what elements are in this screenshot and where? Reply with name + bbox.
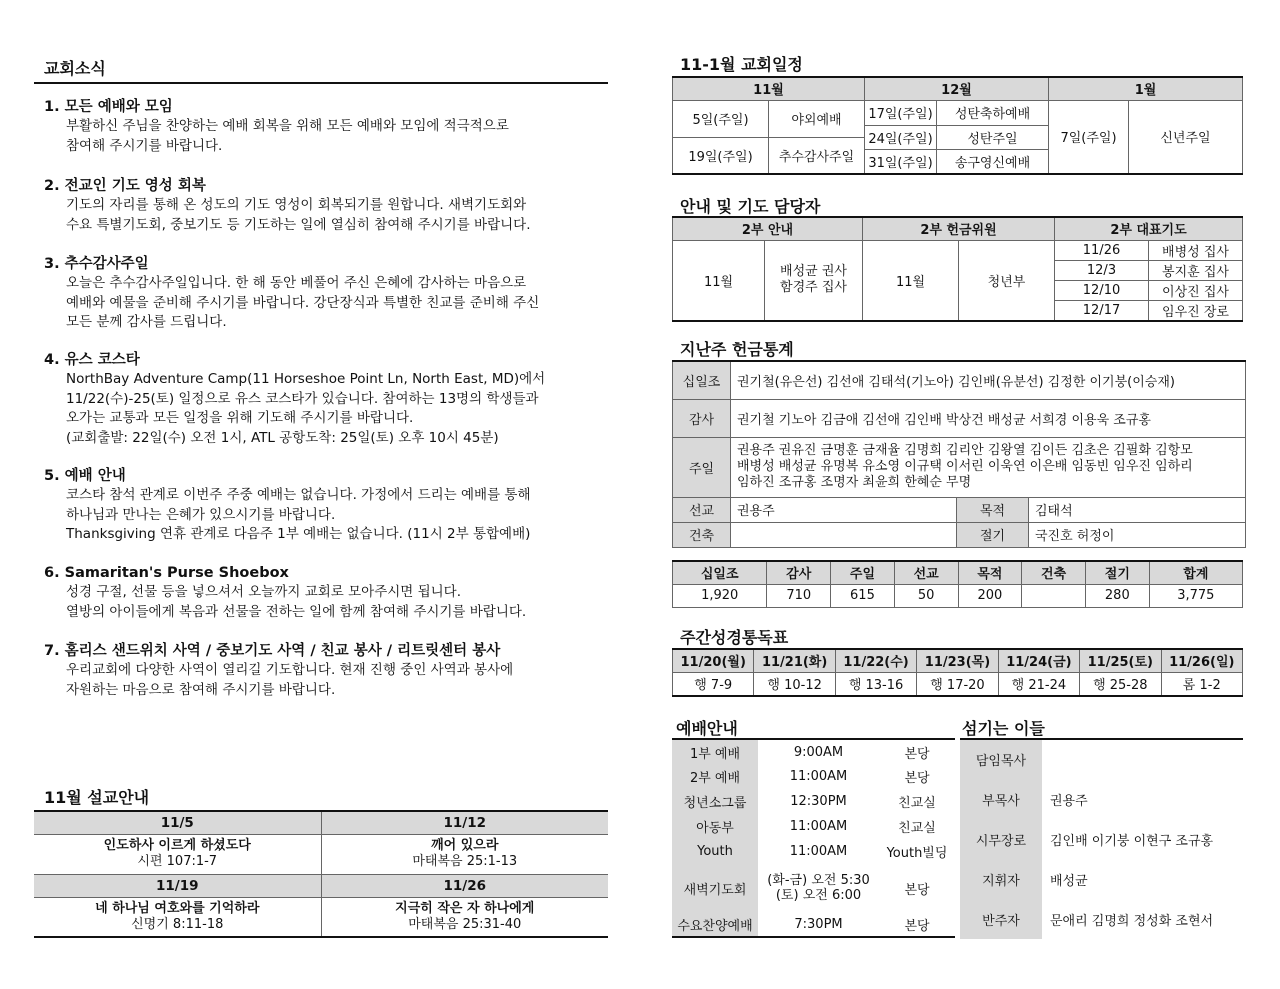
worship-name: 1부 예배 xyxy=(672,739,758,764)
schedule-title: 11-1월 교회일정 xyxy=(680,55,803,74)
schedule-date: 7일(주일) xyxy=(1049,100,1129,174)
worship-name: 아동부 xyxy=(672,814,758,839)
news-item xyxy=(44,176,604,235)
news-divider xyxy=(34,82,608,84)
news-body: 기도의 자리를 통해 온 성도의 기도 영성이 회복되기를 원합니다. 새벽기도회와 수요 특별기도회, 중보기도 등 기도하는 일에 열심히 참여해 주시기를 바랍니다. xyxy=(66,197,531,233)
server-role: 담임목사 xyxy=(960,739,1042,779)
totals-header: 주일 xyxy=(831,561,895,584)
servers-title: 섬기는 이들 xyxy=(962,719,1045,738)
bible-day: 11/22(수) xyxy=(835,649,916,672)
schedule-date: 19일(주일) xyxy=(673,137,769,174)
offering-label: 건축 xyxy=(673,522,731,547)
schedule-event: 신년주일 xyxy=(1129,100,1243,174)
prayer-date: 12/10 xyxy=(1055,280,1149,300)
server-names xyxy=(1042,739,1243,779)
worship-place: 친교실 xyxy=(898,821,936,836)
sermon-cell xyxy=(34,897,321,937)
server-role: 반주자 xyxy=(960,899,1042,939)
sermon-title: 깨어 있으라 xyxy=(431,838,499,853)
bible-reading: 행 7-9 xyxy=(673,672,754,696)
sermon-ref: 마태복음 25:31-40 xyxy=(408,916,522,932)
news-item xyxy=(44,350,604,448)
news-item xyxy=(44,466,604,545)
totals-value: 280 xyxy=(1085,584,1149,607)
worship-name: 수요찬양예배 xyxy=(672,912,758,937)
bible-reading: 롬 1-2 xyxy=(1161,672,1242,696)
schedule-date: 31일(주일) xyxy=(865,149,937,174)
news-item xyxy=(44,254,604,333)
worship-time: 11:00AM xyxy=(789,844,848,859)
worship-place: 친교실 xyxy=(898,796,936,811)
bible-reading: 행 17-20 xyxy=(917,672,998,696)
duty-table xyxy=(672,216,1243,322)
totals-value: 3,775 xyxy=(1149,584,1242,607)
schedule-event: 성탄주일 xyxy=(937,125,1049,149)
totals-value: 710 xyxy=(767,584,831,607)
sermon-table xyxy=(34,810,608,938)
server-role: 부목사 xyxy=(960,779,1042,819)
news-body: 성경 구절, 선물 등을 넣으셔서 오늘까지 교회로 모아주시면 됩니다. 열방의 아이들에게 복음과 선물을 전하는 일에 함께 참여해 주시기를 바랍니다. xyxy=(66,584,527,620)
bible-day: 11/24(금) xyxy=(998,649,1079,672)
sermon-title: 지극히 작은 자 하나에게 xyxy=(395,900,535,916)
news-body: 부활하신 주님을 찬양하는 예배 회복을 위해 모든 예배와 모임에 적극적으로 참여해 주시기를 바랍니다. xyxy=(66,118,509,154)
schedule-date: 17일(주일) xyxy=(865,100,937,125)
sermon-ref: 신명기 8:11-18 xyxy=(131,916,224,932)
offering-table xyxy=(672,360,1246,548)
worship-place: 본당 xyxy=(904,882,930,898)
worship-name: 청년소그룹 xyxy=(672,789,758,814)
offering-label: 선교 xyxy=(673,497,731,522)
totals-header: 선교 xyxy=(894,561,958,584)
schedule-event: 야외예배 xyxy=(769,100,865,137)
worship-time: (화-금) 오전 5:30 (토) 오전 6:00 xyxy=(767,873,870,903)
schedule-table xyxy=(672,76,1243,175)
prayer-name: 봉지훈 집사 xyxy=(1149,260,1243,280)
offering-names: 권용주 권유진 금명훈 금재율 김명희 김리안 김왕열 김이든 김초은 김필화 김항모 배병성 배성균 유명복 유소영 이규택 이서린 이욱연 이은배 임동빈 임우진 임하리 임하진 조규홍 조명자 최윤희 한혜순 무명 xyxy=(731,437,1246,497)
offering-names: 국진호 허정이 xyxy=(1029,522,1246,547)
totals-header: 절기 xyxy=(1085,561,1149,584)
worship-place: 본당 xyxy=(904,771,930,786)
worship-name: Youth xyxy=(672,839,758,864)
schedule-event: 송구영신예배 xyxy=(937,149,1049,174)
duty-title: 안내 및 기도 담당자 xyxy=(680,197,821,216)
totals-value: 1,920 xyxy=(673,584,767,607)
worship-time: 11:00AM xyxy=(789,819,848,834)
sermon-ref: 마태복음 25:1-13 xyxy=(412,854,518,869)
bible-title: 주간성경통독표 xyxy=(680,628,789,647)
prayer-date: 12/17 xyxy=(1055,300,1149,321)
offering-label: 목적 xyxy=(957,497,1029,522)
prayer-name: 임우진 장로 xyxy=(1149,300,1243,321)
sermon-ref: 시편 107:1-7 xyxy=(137,854,218,869)
prayer-name: 이상진 집사 xyxy=(1149,280,1243,300)
news-heading: 3. 추수감사주일 xyxy=(44,256,149,272)
news-body: 오늘은 추수감사주일입니다. 한 해 동안 베풀어 주신 은혜에 감사하는 마음으로 예배와 예물을 준비해 주시기를 바랍니다. 강단장식과 특별한 친교를 준비해 주신 모든 분께 감사를 드립니다. xyxy=(66,275,540,330)
sermon-date: 11/12 xyxy=(321,811,608,834)
worship-place: 본당 xyxy=(904,918,930,934)
server-names: 문애리 김명희 정성화 조현서 xyxy=(1050,913,1214,929)
news-body: 코스타 참석 관계로 이번주 주중 예배는 없습니다. 가정에서 드리는 예배를 통해 하나님과 만나는 은혜가 있으시기를 바랍니다. Thanksgiving 연휴 관계로 다음주 1부 예배는 없습니다. (11시 2부 통합예배) xyxy=(66,487,531,542)
totals-header: 건축 xyxy=(1022,561,1086,584)
prayer-date: 11/26 xyxy=(1055,240,1149,260)
worship-place: 본당 xyxy=(904,746,930,762)
worship-time: 9:00AM xyxy=(793,744,844,760)
worship-name: 새벽기도회 xyxy=(672,864,758,912)
server-names: 권용주 xyxy=(1050,793,1088,809)
offering-title: 지난주 헌금통계 xyxy=(680,340,794,359)
schedule-event: 성탄축하예배 xyxy=(937,100,1049,125)
worship-name: 2부 예배 xyxy=(672,764,758,789)
totals-header: 합계 xyxy=(1149,561,1242,584)
totals-header: 감사 xyxy=(767,561,831,584)
sermon-date: 11/26 xyxy=(321,874,608,897)
sermon-cell xyxy=(34,834,321,874)
offering-names: 권기철 기노아 김금애 김선애 김인배 박상건 배성균 서희경 이용욱 조규홍 xyxy=(731,399,1246,437)
offering-label: 주일 xyxy=(673,437,731,497)
bible-day: 11/21(화) xyxy=(754,649,835,672)
prayer-date: 12/3 xyxy=(1055,260,1149,280)
sermon-title: 인도하사 이르게 하셨도다 xyxy=(103,838,251,853)
bible-day: 11/25(토) xyxy=(1080,649,1161,672)
month-header: 1월 xyxy=(1049,77,1243,100)
offering-label: 십일조 xyxy=(673,361,731,399)
sermon-cell xyxy=(321,897,608,937)
totals-value: 50 xyxy=(894,584,958,607)
news-title: 교회소식 xyxy=(44,59,106,78)
month-header: 12월 xyxy=(865,77,1049,100)
guide-month: 11월 xyxy=(673,240,765,321)
totals-value: 200 xyxy=(958,584,1022,607)
server-names: 배성균 xyxy=(1050,873,1088,889)
news-heading: 4. 유스 코스타 xyxy=(44,352,140,368)
totals-header: 십일조 xyxy=(673,561,767,584)
schedule-date: 24일(주일) xyxy=(865,125,937,149)
bible-day: 11/23(목) xyxy=(917,649,998,672)
offering-label: 절기 xyxy=(957,522,1029,547)
news-heading: 1. 모든 예배와 모임 xyxy=(44,99,173,115)
sermons-title: 11월 설교안내 xyxy=(44,788,150,807)
bible-reading: 행 21-24 xyxy=(998,672,1079,696)
offering-names: 권기철(유은선) 김선애 김태석(기노아) 김인배(유분선) 김정한 이기붕(이승재) xyxy=(731,361,1246,399)
bible-day: 11/20(월) xyxy=(673,649,754,672)
news-heading: 5. 예배 안내 xyxy=(44,468,126,484)
schedule-date: 5일(주일) xyxy=(673,100,769,137)
news-item xyxy=(44,97,604,156)
offering-names: 김태석 xyxy=(1029,497,1246,522)
news-heading: 2. 전교인 기도 영성 회복 xyxy=(44,178,206,194)
bible-reading: 행 25-28 xyxy=(1080,672,1161,696)
worship-table xyxy=(672,738,955,938)
duty-header: 2부 안내 xyxy=(673,217,863,240)
news-heading: 7. 홈리스 샌드위치 사역 / 중보기도 사역 / 친교 봉사 / 리트릿센터 봉사 xyxy=(44,643,501,659)
prayer-name: 배병성 집사 xyxy=(1149,240,1243,260)
bible-day: 11/26(일) xyxy=(1161,649,1242,672)
duty-header: 2부 대표기도 xyxy=(1055,217,1243,240)
server-names: 김인배 이기붕 이현구 조규홍 xyxy=(1050,833,1214,849)
guide-names: 배성균 권사 함경주 집사 xyxy=(765,240,863,321)
news-body: 우리교회에 다양한 사역이 열리길 기도합니다. 현재 진행 중인 사역과 봉사에 자원하는 마음으로 참여해 주시기를 바랍니다. xyxy=(66,662,514,698)
offering-names: 청년부 xyxy=(959,240,1055,321)
bible-table xyxy=(672,648,1243,697)
worship-time: 11:00AM xyxy=(789,769,848,784)
totals-value: 615 xyxy=(831,584,895,607)
totals-value xyxy=(1022,584,1086,607)
server-role: 지휘자 xyxy=(960,859,1042,899)
news-item xyxy=(44,641,604,700)
bible-reading: 행 13-16 xyxy=(835,672,916,696)
sermon-title: 네 하나님 여호와를 기억하라 xyxy=(95,900,260,916)
sermon-date: 11/5 xyxy=(34,811,321,834)
offering-totals xyxy=(672,560,1243,608)
sermon-date: 11/19 xyxy=(34,874,321,897)
schedule-event: 추수감사주일 xyxy=(769,137,865,174)
offering-label: 감사 xyxy=(673,399,731,437)
server-role: 시무장로 xyxy=(960,819,1042,859)
worship-title: 예배안내 xyxy=(676,719,738,738)
news-heading: 6. Samaritan's Purse Shoebox xyxy=(44,565,289,581)
duty-header: 2부 헌금위원 xyxy=(863,217,1055,240)
sermon-cell xyxy=(321,834,608,874)
worship-place: Youth빌딩 xyxy=(886,846,948,861)
bible-reading: 행 10-12 xyxy=(754,672,835,696)
offering-month: 11월 xyxy=(863,240,959,321)
offering-names xyxy=(731,522,957,547)
worship-time: 7:30PM xyxy=(794,916,843,932)
worship-time: 12:30PM xyxy=(790,794,847,809)
offering-names: 권용주 xyxy=(731,497,957,522)
month-header: 11월 xyxy=(673,77,865,100)
news-item xyxy=(44,563,604,622)
news-body: NorthBay Adventure Camp(11 Horseshoe Point Ln, North East, MD)에서 11/22(수)-25(토) 일정으로 유스 코스타가 있습니다. 참여하는 13명의 학생들과 오가는 교통과 모든 일정을 위해 기도해 주시기를 바랍니다. (교회출발: 22일(수) 오전 1시, ATL 공항도착: 25일(토) 오후 10시 45분) xyxy=(66,371,546,446)
servers-table xyxy=(960,738,1243,939)
totals-header: 목적 xyxy=(958,561,1022,584)
